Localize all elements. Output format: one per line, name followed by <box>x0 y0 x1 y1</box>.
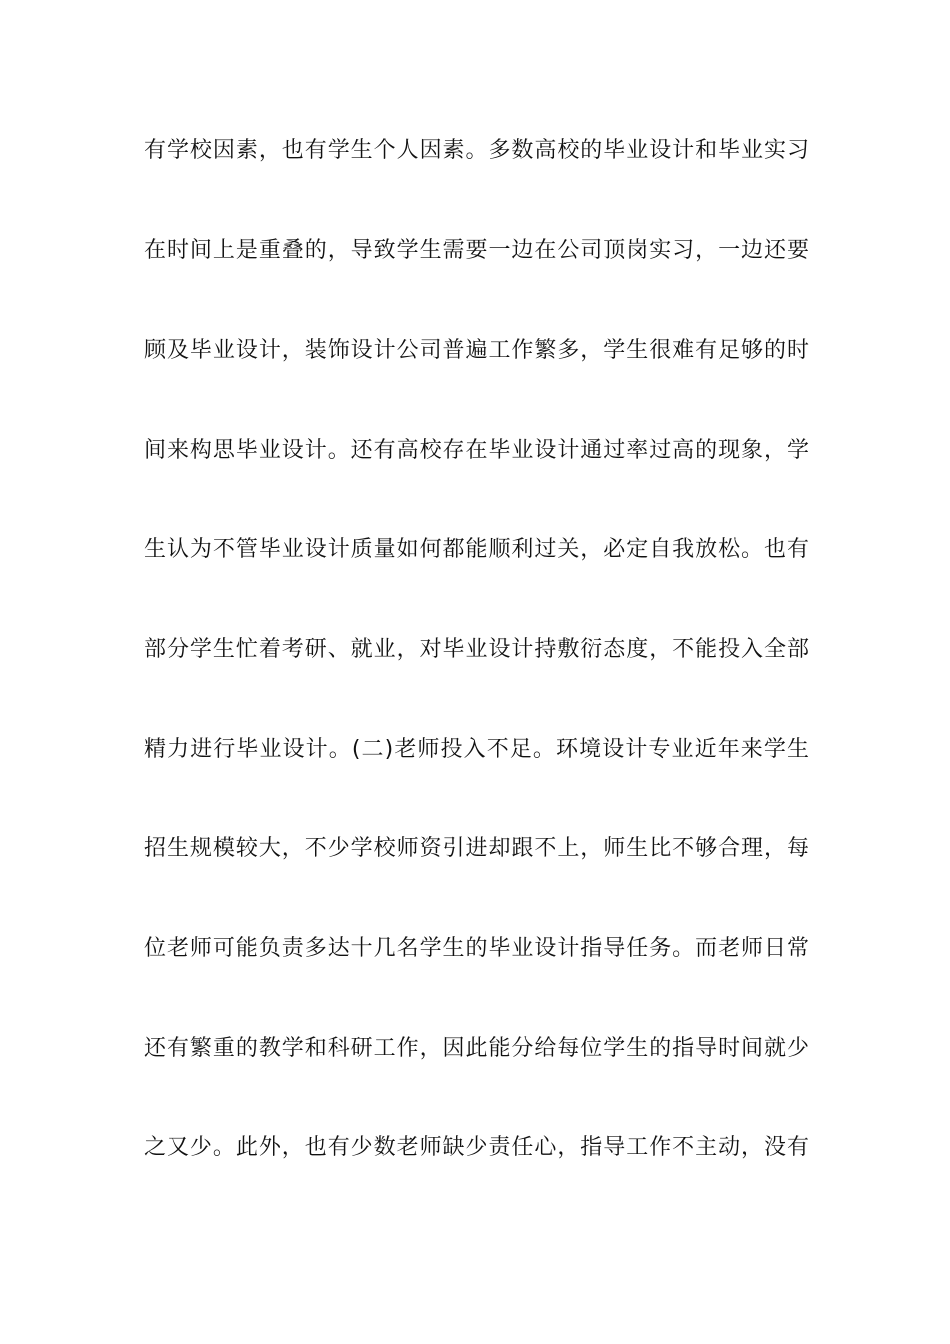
paragraph-line: 招生规模较大，不少学校师资引进却跟不上，师生比不够合理，每 <box>144 836 809 861</box>
paragraph-line: 顾及毕业设计，装饰设计公司普遍工作繁多，学生很难有足够的时 <box>144 338 809 363</box>
paragraph-line: 之又少。此外，也有少数老师缺少责任心，指导工作不主动，没有 <box>144 1135 809 1160</box>
paragraph-line: 还有繁重的教学和科研工作，因此能分给每位学生的指导时间就少 <box>144 1036 809 1061</box>
paragraph-line: 在时间上是重叠的，导致学生需要一边在公司顶岗实习，一边还要 <box>144 238 809 263</box>
paragraph-line: 生认为不管毕业设计质量如何都能顺利过关，必定自我放松。也有 <box>144 537 809 562</box>
paragraph-line: 部分学生忙着考研、就业，对毕业设计持敷衍态度，不能投入全部 <box>144 637 809 662</box>
paragraph-line: 间来构思毕业设计。还有高校存在毕业设计通过率过高的现象，学 <box>144 438 809 463</box>
paragraph-line: 精力进行毕业设计。(二)老师投入不足。环境设计专业近年来学生 <box>144 737 809 762</box>
paragraph-line: 位老师可能负责多达十几名学生的毕业设计指导任务。而老师日常 <box>144 936 809 961</box>
paragraph-line: 有学校因素，也有学生个人因素。多数高校的毕业设计和毕业实习 <box>144 138 809 163</box>
